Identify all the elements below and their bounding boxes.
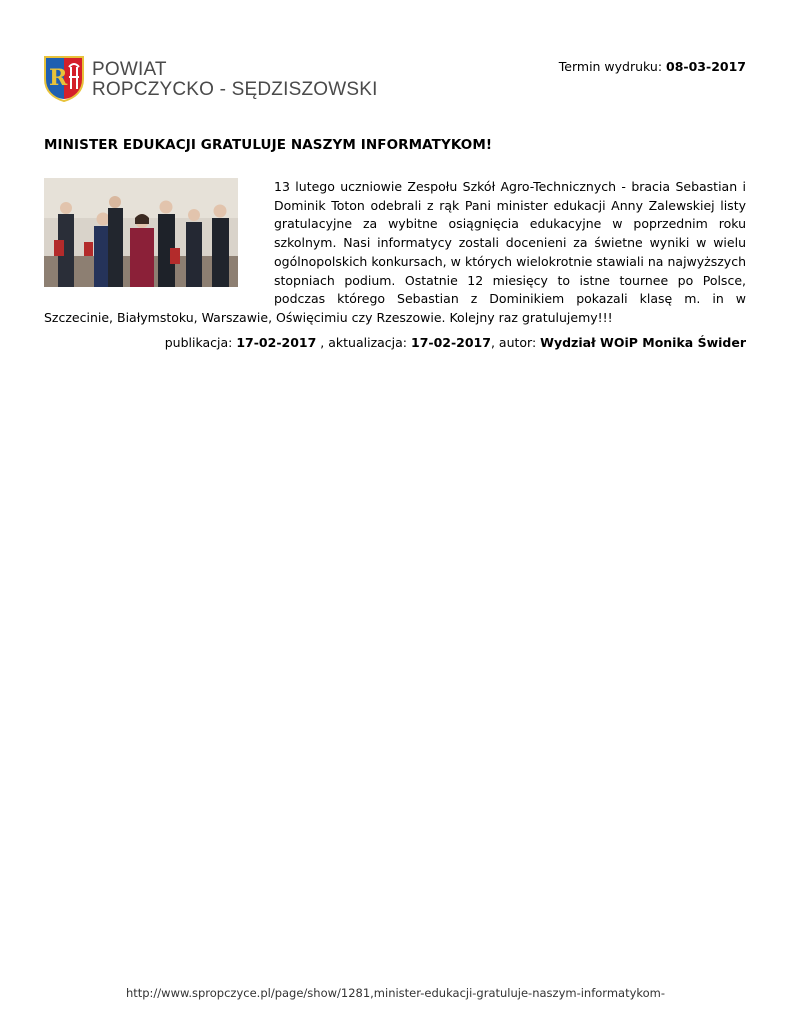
source-url[interactable]: http://www.spropczyce.pl/page/show/1281,minister-edukacji-gratuluje-naszym-informatykom-: [125, 986, 666, 1000]
county-logo[interactable]: [43, 55, 378, 105]
print-date-label: Termin wydruku:: [558, 59, 663, 74]
update-label: , aktualizacja:: [320, 335, 408, 350]
logo-title-line2: ROPCZYCKO - SĘDZISZOWSKI: [92, 79, 378, 100]
group-photo-image[interactable]: [44, 178, 238, 287]
article-meta: [165, 335, 746, 350]
author-label: , autor:: [490, 335, 537, 350]
print-date: [559, 59, 746, 74]
article-title: MINISTER EDUKACJI GRATULUJE NASZYM INFORMATYKOM!: [44, 137, 493, 153]
article-content: [44, 178, 746, 328]
publication-date: 17-02-2017: [236, 335, 317, 350]
coat-of-arms-icon: [43, 55, 85, 103]
author-name: Wydział WOiP Monika Świder: [540, 335, 746, 350]
logo-title-line1: POWIAT: [92, 59, 167, 80]
publication-label: publikacja:: [164, 335, 233, 350]
print-date-value: 08-03-2017: [666, 59, 746, 74]
svg-text:R: R: [49, 65, 68, 91]
update-date: 17-02-2017: [411, 335, 491, 350]
article-body: 13 lutego uczniowie Zespołu Szkół Agro-Technicznych - bracia Sebastian i Dominik Toton odebrali z rąk Pani minister edukacji Anny Zalewskiej listy gratulacyjne za wybitne osiągnięcia edukacyjne w poprzednim roku szkolnym. Nasi informatycy zostali docenieni za świetne wyniki w wielu ogólnopolskich konkursach, w których wielokrotnie stawiali na najwyższych stopniach podium. Ostatnie 12 miesięcy to istne tournee po Polsce, podczas którego Sebastian z Dominikiem pokazali klasę m. in w Szczecinie, Białymstoku, Warszawie, Oświęcimiu czy Rzeszowie. Kolejny raz gratulujemy!!!: [44, 179, 746, 325]
